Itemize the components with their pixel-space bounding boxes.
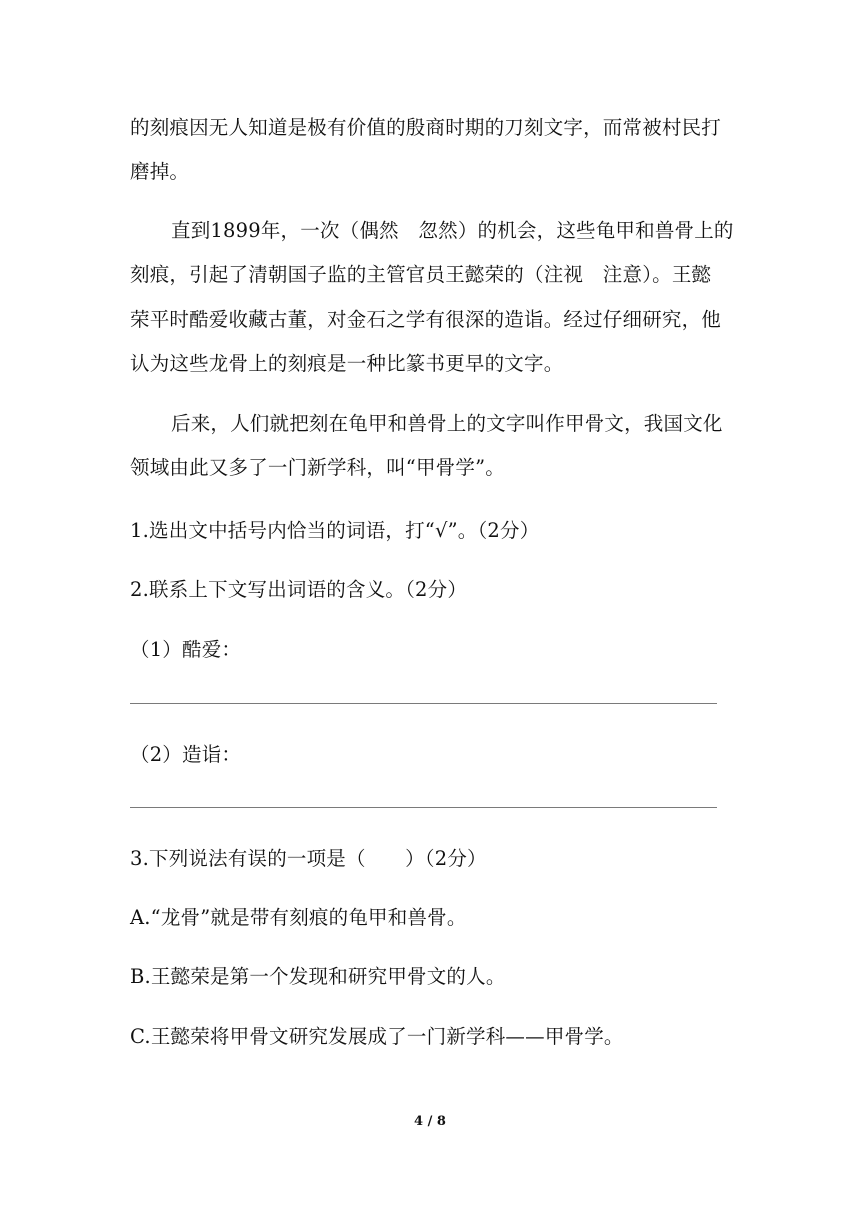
passage-p3-line-1: 后来，人们就把刻在龟甲和兽骨上的文字叫作甲骨文，我国文化 bbox=[171, 412, 723, 435]
question-3: 3.下列说法有误的一项是（ ）（2分） bbox=[130, 847, 487, 870]
passage-p1-line-1: 的刻痕因无人知道是极有价值的殷商时期的刀刻文字，而常被村民打 bbox=[130, 116, 722, 139]
passage-p2-line-3: 荣平时酷爱收藏古董，对金石之学有很深的造诣。经过仔细研究，他 bbox=[130, 308, 722, 331]
question-2: 2.联系上下文写出词语的含义。（2分） bbox=[130, 578, 468, 601]
question-3-option-b: B.王懿荣是第一个发现和研究甲骨文的人。 bbox=[130, 965, 506, 988]
question-2-part-2: （2）造诣： bbox=[130, 743, 242, 766]
passage-p2-line-1: 直到1899年，一次（偶然 忽然）的机会，这些龟甲和兽骨上的 bbox=[171, 219, 734, 242]
passage-p3-line-2: 领域由此又多了一门新学科，叫“甲骨学”。 bbox=[130, 456, 505, 479]
question-1: 1.选出文中括号内恰当的词语，打“√”。（2分） bbox=[130, 519, 540, 542]
passage-p2-line-2: 刻痕，引起了清朝国子监的主管官员王懿荣的（注视 注意）。王懿 bbox=[130, 263, 712, 286]
passage-p2-line-4: 认为这些龙骨上的刻痕是一种比篆书更早的文字。 bbox=[130, 352, 564, 375]
passage-p1-line-2: 磨掉。 bbox=[130, 160, 190, 183]
question-2-part-1: （1）酷爱： bbox=[130, 638, 242, 661]
page-number: 4 / 8 bbox=[414, 1114, 446, 1129]
answer-line-1 bbox=[130, 703, 717, 704]
answer-line-2 bbox=[130, 807, 717, 808]
question-3-option-c: C.王懿荣将甲骨文研究发展成了一门新学科——甲骨学。 bbox=[130, 1025, 624, 1048]
question-3-option-a: A.“龙骨”就是带有刻痕的龟甲和兽骨。 bbox=[130, 906, 467, 929]
